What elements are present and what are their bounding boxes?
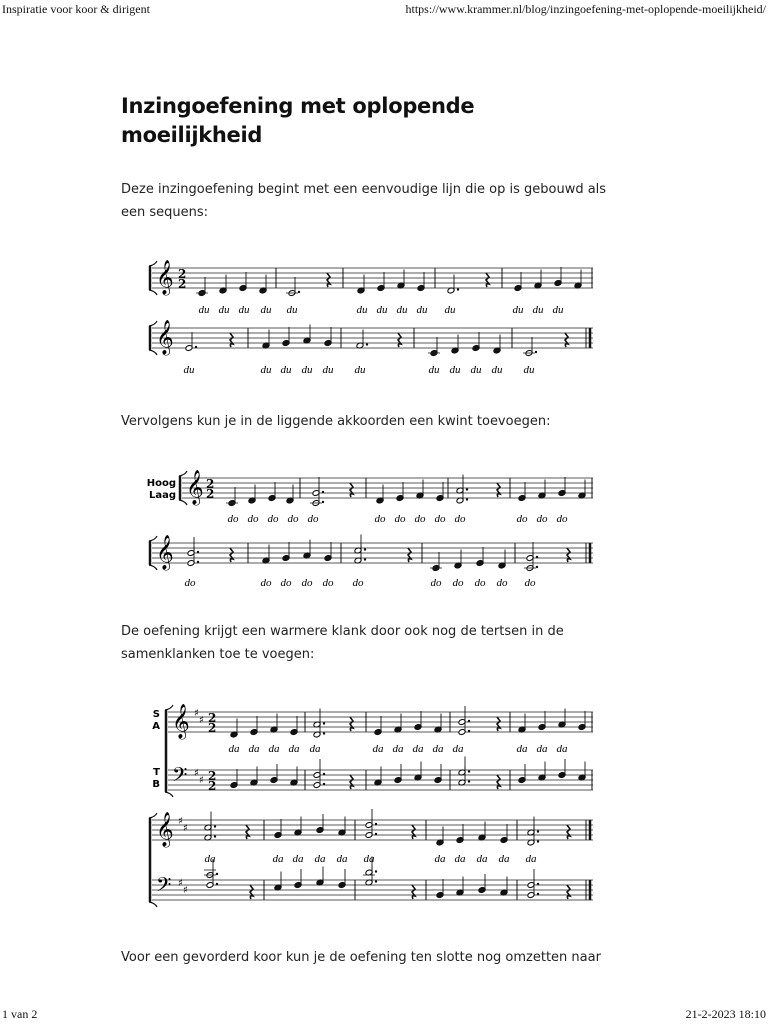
lyric-syllable: du bbox=[470, 364, 482, 376]
dot bbox=[364, 548, 366, 550]
dot bbox=[468, 730, 470, 732]
time-signature-top: 2 bbox=[208, 711, 217, 725]
lyric-syllable: da bbox=[248, 743, 260, 755]
bass-clef-icon: 𝄢 bbox=[172, 763, 188, 791]
quarter-rest bbox=[497, 483, 500, 497]
lyric-syllable: du bbox=[444, 304, 456, 316]
lyric-syllable: da bbox=[556, 743, 568, 755]
quarter-rest bbox=[350, 717, 353, 731]
lyric-syllable: do bbox=[307, 513, 319, 525]
dot bbox=[366, 343, 368, 345]
dot bbox=[216, 883, 218, 885]
treble-clef-icon: 𝄞 bbox=[172, 704, 190, 739]
part-label-hoog: Hoog bbox=[146, 478, 176, 489]
lyric-syllable: do bbox=[267, 513, 279, 525]
lyric-syllable: do bbox=[227, 513, 239, 525]
time-signature-top: 2 bbox=[206, 477, 215, 491]
dot bbox=[468, 720, 470, 722]
lyric-syllable: da bbox=[392, 743, 404, 755]
lyric-syllable: du bbox=[512, 304, 524, 316]
dot bbox=[323, 732, 325, 734]
treble-clef-icon: 𝄞 bbox=[156, 320, 174, 355]
quarter-rest bbox=[327, 273, 330, 287]
dot bbox=[537, 840, 539, 842]
lyric-syllable: da bbox=[412, 743, 424, 755]
lyric-syllable: do bbox=[454, 513, 466, 525]
dot bbox=[375, 823, 377, 825]
lyric-syllable: du bbox=[280, 364, 292, 376]
part-label-t: T bbox=[153, 767, 160, 778]
lyric-syllable: du bbox=[322, 364, 334, 376]
lyric-syllable: do bbox=[536, 513, 548, 525]
time-signature-top: 2 bbox=[178, 267, 187, 281]
quarter-rest bbox=[250, 885, 253, 899]
dot bbox=[468, 770, 470, 772]
lyric-syllable: da bbox=[204, 853, 216, 865]
lyric-syllable: da bbox=[336, 853, 348, 865]
print-datetime: 21-2-2023 18:10 bbox=[685, 1007, 766, 1021]
lyric-syllable: du bbox=[198, 304, 210, 316]
paragraph-advanced: Voor een gevorderd koor kun je de oefening ten slotte nog omzetten naar bbox=[121, 950, 601, 965]
lyric-syllable: da bbox=[476, 853, 488, 865]
sharp-icon: ♯ bbox=[199, 775, 204, 786]
lyric-syllable: du bbox=[356, 304, 368, 316]
part-label-b: B bbox=[152, 779, 160, 790]
quarter-rest bbox=[350, 775, 353, 789]
dot bbox=[323, 722, 325, 724]
lyric-syllable: da bbox=[434, 853, 446, 865]
lyric-syllable: du bbox=[260, 304, 272, 316]
time-signature-bottom: 2 bbox=[208, 779, 217, 793]
dot bbox=[537, 893, 539, 895]
lyric-syllable: da bbox=[452, 743, 464, 755]
bass-clef-icon: 𝄢 bbox=[156, 873, 172, 901]
dot bbox=[375, 870, 377, 872]
sharp-icon: ♯ bbox=[183, 885, 188, 896]
lyric-syllable: du bbox=[260, 364, 272, 376]
lyric-syllable: da bbox=[272, 853, 284, 865]
lyric-syllable: do bbox=[247, 513, 259, 525]
quarter-rest bbox=[246, 825, 249, 839]
lyric-syllable: do bbox=[280, 577, 292, 589]
dot bbox=[214, 825, 216, 827]
quarter-rest bbox=[398, 333, 401, 347]
quarter-rest bbox=[230, 548, 233, 562]
lyric-syllable: da bbox=[536, 743, 548, 755]
article-title: Inzingoefening met oplopende moeilijkheid bbox=[121, 94, 475, 147]
part-label-laag: Laag bbox=[148, 490, 176, 501]
dot bbox=[364, 558, 366, 560]
quarter-rest bbox=[230, 333, 233, 347]
lyric-syllable: da bbox=[498, 853, 510, 865]
lyric-syllable: da bbox=[372, 743, 384, 755]
sharp-icon: ♯ bbox=[199, 715, 204, 726]
dot bbox=[323, 783, 325, 785]
lyric-syllable: da bbox=[525, 853, 537, 865]
quarter-rest bbox=[350, 483, 353, 497]
time-signature-bottom: 2 bbox=[208, 721, 217, 735]
page-count: 1 van 2 bbox=[2, 1007, 38, 1021]
lyric-syllable: do bbox=[474, 577, 486, 589]
lyric-syllable: du bbox=[183, 364, 195, 376]
quarter-rest bbox=[408, 548, 411, 562]
dot bbox=[323, 773, 325, 775]
lyric-syllable: do bbox=[516, 513, 528, 525]
dot bbox=[536, 566, 538, 568]
lyric-syllable: du bbox=[449, 364, 461, 376]
dot bbox=[457, 288, 459, 290]
lyric-syllable: do bbox=[430, 577, 442, 589]
treble-clef-icon: 𝄞 bbox=[156, 535, 174, 570]
paragraph-intro: Deze inzingoefening begint met een eenvoudige lijn die op is gebouwd als een sequens: bbox=[121, 182, 607, 220]
quarter-rest bbox=[497, 775, 500, 789]
sharp-icon: ♯ bbox=[178, 816, 183, 827]
dot bbox=[216, 873, 218, 875]
dot bbox=[537, 830, 539, 832]
browser-print-title: Inspiratie voor koor & dirigent bbox=[2, 2, 150, 16]
quarter-rest bbox=[567, 548, 570, 562]
lyric-syllable: da bbox=[268, 743, 280, 755]
quarter-rest bbox=[565, 333, 568, 347]
lyric-syllable: du bbox=[491, 364, 503, 376]
part-label-a: A bbox=[152, 721, 160, 732]
quarter-rest bbox=[486, 273, 489, 287]
lyric-syllable: da bbox=[309, 743, 321, 755]
quarter-rest bbox=[567, 885, 570, 899]
sharp-icon: ♯ bbox=[194, 768, 199, 779]
sharp-icon: ♯ bbox=[183, 823, 188, 834]
lyric-syllable: du bbox=[428, 364, 440, 376]
dot bbox=[195, 346, 197, 348]
lyric-syllable: do bbox=[556, 513, 568, 525]
lyric-syllable: du bbox=[396, 304, 408, 316]
treble-clef-icon: 𝄞 bbox=[156, 812, 174, 847]
time-signature-top: 2 bbox=[208, 769, 217, 783]
lyric-syllable: du bbox=[523, 364, 535, 376]
lyric-syllable: do bbox=[374, 513, 386, 525]
lyric-syllable: da bbox=[516, 743, 528, 755]
lyric-syllable: da bbox=[454, 853, 466, 865]
dot bbox=[468, 780, 470, 782]
part-label-s: S bbox=[152, 709, 160, 720]
dot bbox=[214, 835, 216, 837]
lyric-syllable: da bbox=[314, 853, 326, 865]
lyric-syllable: du bbox=[416, 304, 428, 316]
lyric-syllable: da bbox=[228, 743, 240, 755]
lyric-syllable: da bbox=[288, 743, 300, 755]
dot bbox=[322, 491, 324, 493]
lyric-syllable: do bbox=[414, 513, 426, 525]
lyric-syllable: do bbox=[452, 577, 464, 589]
time-signature-bottom: 2 bbox=[178, 277, 187, 291]
dot bbox=[536, 556, 538, 558]
lyric-syllable: do bbox=[496, 577, 508, 589]
lyric-syllable: do bbox=[394, 513, 406, 525]
lyric-syllable: do bbox=[434, 513, 446, 525]
lyric-syllable: do bbox=[322, 577, 334, 589]
lyric-syllable: du bbox=[376, 304, 388, 316]
paragraph-third: De oefening krijgt een warmere klank door ook nog de tertsen in de samenklanken toe te voegen: bbox=[121, 624, 564, 662]
quarter-rest bbox=[412, 885, 415, 899]
lyric-syllable: da bbox=[292, 853, 304, 865]
lyric-syllable: du bbox=[354, 364, 366, 376]
lyric-syllable: do bbox=[287, 513, 299, 525]
system-bracket-hook bbox=[149, 902, 157, 907]
dot bbox=[197, 551, 199, 553]
dot bbox=[322, 501, 324, 503]
paragraph-fifth: Vervolgens kun je in de liggende akkoorden een kwint toevoegen: bbox=[121, 414, 551, 429]
quarter-rest bbox=[567, 825, 570, 839]
lyric-syllable: du bbox=[532, 304, 544, 316]
quarter-rest bbox=[497, 717, 500, 731]
lyric-syllable: du bbox=[552, 304, 564, 316]
treble-clef-icon: 𝄞 bbox=[186, 470, 204, 505]
dot bbox=[466, 498, 468, 500]
lyric-syllable: do bbox=[301, 577, 313, 589]
lyric-syllable: du bbox=[218, 304, 230, 316]
lyric-syllable: do bbox=[524, 577, 536, 589]
system-bracket-hook bbox=[165, 792, 173, 797]
dot bbox=[466, 488, 468, 490]
lyric-syllable: do bbox=[352, 577, 364, 589]
browser-print-url: https://www.krammer.nl/blog/inzingoefening-met-oplopende-moeilijkheid/ bbox=[405, 2, 766, 16]
lyric-syllable: du bbox=[301, 364, 313, 376]
dot bbox=[375, 833, 377, 835]
lyric-syllable: da bbox=[432, 743, 444, 755]
quarter-rest bbox=[412, 825, 415, 839]
dot bbox=[375, 880, 377, 882]
lyric-syllable: du bbox=[238, 304, 250, 316]
dot bbox=[537, 883, 539, 885]
dot bbox=[197, 561, 199, 563]
dot bbox=[535, 351, 537, 353]
sharp-icon: ♯ bbox=[178, 878, 183, 889]
treble-clef-icon: 𝄞 bbox=[156, 260, 174, 295]
time-signature-bottom: 2 bbox=[206, 487, 215, 501]
lyric-syllable: do bbox=[260, 577, 272, 589]
lyric-syllable: da bbox=[363, 853, 375, 865]
lyric-syllable: do bbox=[184, 577, 196, 589]
dot bbox=[298, 291, 300, 293]
sharp-icon: ♯ bbox=[194, 708, 199, 719]
lyric-syllable: du bbox=[286, 304, 298, 316]
